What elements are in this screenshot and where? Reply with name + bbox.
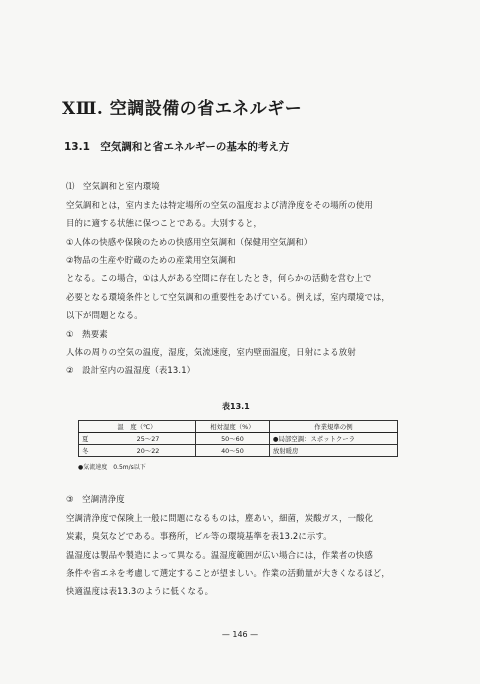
humidity-cell: 40～50 (196, 445, 270, 457)
subsection-heading-2: ① 熱要素 (66, 329, 108, 339)
table-header-humidity: 相対湿度（%） (196, 421, 270, 433)
list-item: ①人体の快感や保険のための快感用空気調和（保健用空気調和） (66, 237, 313, 247)
table-header-row (79, 421, 398, 433)
list-item: ②物品の生産や貯蔵のための産業用空気調和 (66, 255, 236, 265)
table-caption: 表13.1 (222, 402, 250, 411)
paragraph-line: 人体の周りの空気の温度，湿度，気流速度，室内壁面温度，日射による放射 (66, 347, 356, 357)
table-header-temp: 温 度（℃） (79, 421, 196, 433)
paragraph-line: 必要となる環境条件として空気調和の重要性をあげている。例えば，室内環境では， (66, 292, 390, 302)
example-cell: 放射暖房 (269, 445, 397, 457)
temperature-humidity-table (78, 420, 398, 457)
paragraph-line: 快適温度は表13.3のように低くなる。 (66, 586, 214, 596)
paragraph-line: となる。この場合，①は人がある空間に存在したとき，何らかの活動を営む上で (66, 273, 372, 283)
paragraph-line: 以下が問題となる。 (66, 310, 143, 320)
temp-cell: 25～27 (101, 433, 196, 445)
humidity-cell: 50～60 (196, 433, 270, 445)
paragraph-line: 温湿度は製品や製造によって異なる。温湿度範囲が広い場合には，作業者の快感 (66, 550, 373, 560)
example-cell: ●局部空調：スポットクーラ (269, 433, 397, 445)
chapter-title: XⅢ. 空調設備の省エネルギー (62, 99, 303, 119)
subsection-heading-1: ⑴ 空気調和と室内環境 (66, 181, 160, 191)
paragraph-line: 空気調和とは，室内または特定場所の空気の温度および清浄度をその場所の使用 (66, 200, 373, 210)
page-number: — 146 — (221, 630, 259, 639)
table-row (79, 433, 398, 445)
temp-cell: 20～22 (101, 445, 196, 457)
table-note: ●気流速度 0.5m/s以下 (78, 464, 146, 471)
subsection-heading-3: ② 設計室内の温湿度（表13.1） (66, 365, 196, 375)
paragraph-line: 炭素，臭気などである。事務所，ビル等の環境基準を表13.2に示す。 (66, 531, 332, 541)
season-label: 冬 (79, 445, 102, 457)
table-row (79, 445, 398, 457)
subsection-heading-4: ③ 空調清浄度 (66, 494, 125, 504)
paragraph-line: 空調清浄度で保険上一般に問題になるものは，塵あい，細菌，炭酸ガス，一酸化 (66, 513, 374, 523)
paragraph-line: 目的に適する状態に保つことである。大別すると， (66, 218, 263, 228)
paragraph-line: 条件や省エネを考慮して選定することが望ましい。作業の活動量が大きくなるほど， (66, 568, 390, 578)
section-title: 13.1 空気調和と省エネルギーの基本的考え方 (64, 141, 290, 153)
season-label: 夏 (79, 433, 102, 445)
table-header-example: 作業規準の例 (269, 421, 397, 433)
